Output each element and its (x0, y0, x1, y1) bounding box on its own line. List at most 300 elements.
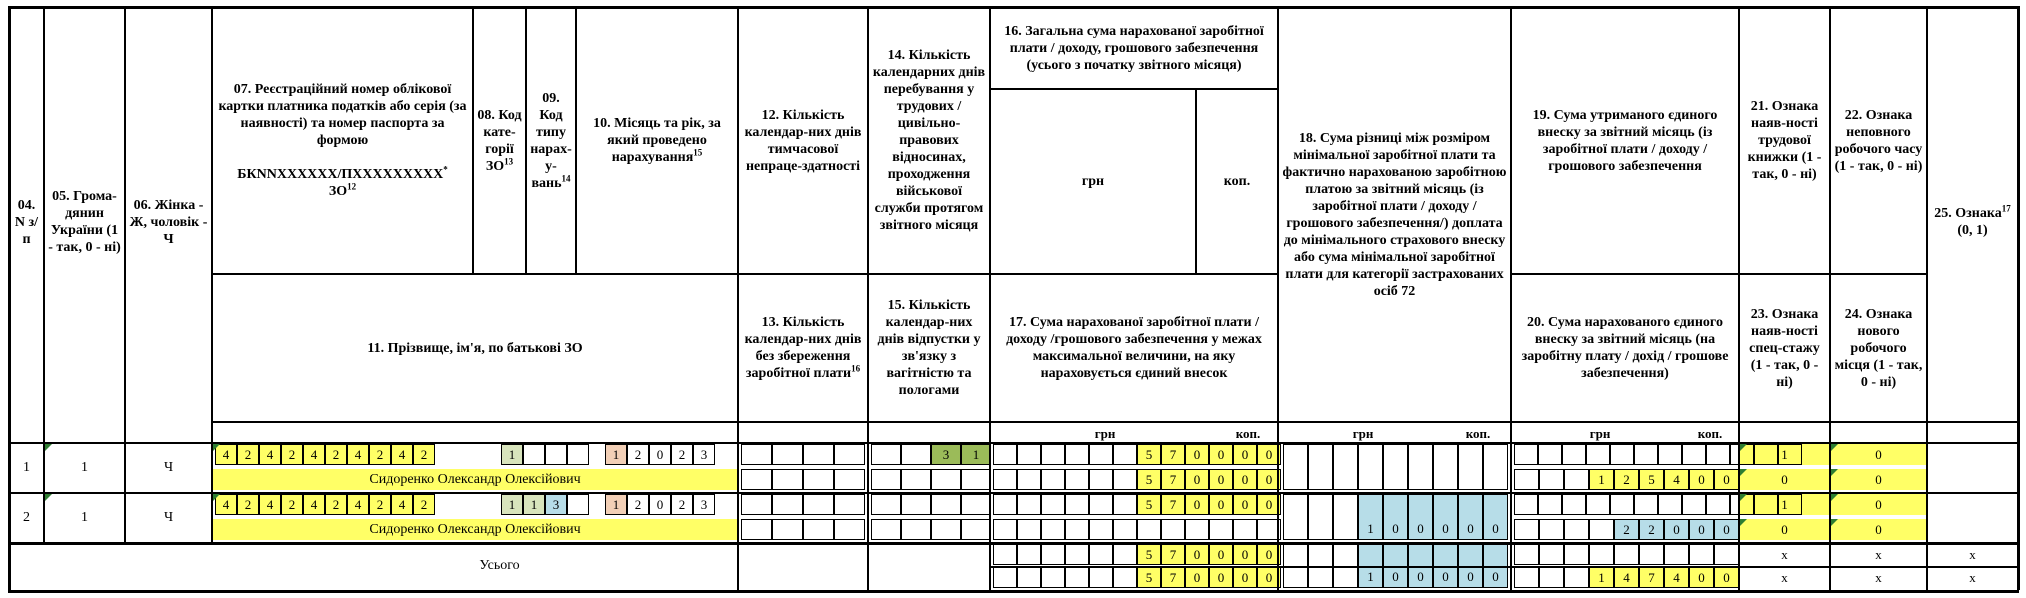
month-year-digit[interactable]: 0 (649, 494, 671, 515)
col-12-header: 12. Кількість календар-них днів тимчасової непраце-здатності (744, 107, 862, 174)
sum16-digit[interactable] (1113, 444, 1137, 465)
col-11-header: 11. Прізвище, ім'я, по батькові ЗО (367, 340, 583, 356)
total-sum19-digit[interactable] (1514, 544, 1539, 565)
total-sum19-digit[interactable] (1714, 544, 1739, 565)
days14-cell[interactable]: 3 (931, 444, 961, 465)
days15-cell[interactable] (931, 469, 961, 490)
row1-special-experience-flag[interactable]: 0 (1781, 471, 1788, 487)
sum16-digit[interactable] (1041, 444, 1065, 465)
total-sum17-digit[interactable]: 7 (1161, 567, 1185, 588)
sum16-digit[interactable]: 0 (1257, 444, 1281, 465)
days12-cell[interactable] (772, 444, 803, 465)
total-sum20-digit[interactable]: 4 (1664, 567, 1689, 588)
sum20-digit[interactable] (1564, 469, 1589, 490)
row2-special-experience-flag[interactable]: 0 (1781, 521, 1788, 537)
comment-marker-icon (1831, 519, 1838, 526)
col-16-kop-header: коп. (1223, 174, 1251, 189)
sum19-digit[interactable] (1658, 494, 1682, 515)
sum17-digit[interactable] (1017, 519, 1041, 540)
sum16-digit[interactable] (1041, 494, 1065, 515)
taxid-digit[interactable]: 4 (215, 444, 237, 465)
days15-cell[interactable] (871, 469, 901, 490)
sum20-digit[interactable]: 2 (1614, 469, 1639, 490)
total-sum19-digit[interactable] (1614, 544, 1639, 565)
days14-cell[interactable] (961, 494, 991, 515)
days14-cell[interactable] (931, 494, 961, 515)
total-sum17-digit[interactable]: 0 (1257, 567, 1281, 588)
total-sum16-digit[interactable] (1113, 544, 1137, 565)
taxid-digit[interactable]: 4 (215, 494, 237, 515)
sum17-digit[interactable]: 0 (1257, 469, 1281, 490)
total-sum19-digit[interactable] (1689, 544, 1714, 565)
grid-line (472, 6, 474, 273)
sum18-digit[interactable] (1283, 444, 1308, 490)
sum19-digit[interactable] (1538, 444, 1562, 465)
comment-marker-icon (45, 444, 52, 451)
col-08-header: 08. Код кате-горії ЗО$^{13}$ (477, 107, 522, 174)
total-sum20-digit[interactable]: 7 (1639, 567, 1664, 588)
month-year-digit[interactable]: 2 (627, 494, 649, 515)
taxid-digit[interactable]: 4 (303, 494, 325, 515)
days15-cell[interactable] (961, 519, 991, 540)
sum16-digit[interactable]: 5 (1137, 494, 1161, 515)
grid-line (1277, 6, 1279, 590)
taxid-digit[interactable]: 2 (281, 444, 303, 465)
sum19-digit[interactable] (1706, 494, 1730, 515)
row2-fullname[interactable]: Сидоренко Олександр Олексійович (369, 521, 581, 537)
sum16-digit[interactable] (1017, 494, 1041, 515)
sum17-digit[interactable] (1041, 469, 1065, 490)
days13-cell[interactable] (741, 519, 772, 540)
row1-new-workplace-flag[interactable]: 0 (1875, 471, 1882, 487)
month-year-digit[interactable]: 1 (605, 494, 627, 515)
grid-line (989, 88, 1277, 90)
grid-line (43, 6, 45, 544)
total-sum16-digit[interactable]: 7 (1161, 544, 1185, 565)
sum19-digit[interactable] (1610, 494, 1634, 515)
sum19-digit[interactable] (1634, 444, 1658, 465)
sum17-digit[interactable] (1017, 469, 1041, 490)
total-sum20-digit[interactable]: 0 (1689, 567, 1714, 588)
total-sum19-digit[interactable] (1564, 544, 1589, 565)
total-sum16-digit[interactable] (1065, 544, 1089, 565)
sum16-digit[interactable]: 7 (1161, 494, 1185, 515)
grid-line (1510, 6, 1512, 590)
sum17-digit[interactable] (1233, 519, 1257, 540)
sum18-digit[interactable]: 0 (1483, 494, 1508, 540)
total-sum19-digit[interactable] (1639, 544, 1664, 565)
days15-cell[interactable] (931, 519, 961, 540)
sum19-digit[interactable] (1634, 494, 1658, 515)
month-year-digit[interactable]: 3 (693, 494, 715, 515)
accrual-type-digit[interactable] (523, 444, 545, 465)
sum20-digit[interactable]: 0 (1714, 519, 1739, 540)
total-sum16-digit[interactable] (1089, 544, 1113, 565)
sum18-digit[interactable] (1433, 444, 1458, 490)
sum16-digit[interactable]: 5 (1137, 444, 1161, 465)
total-sum16-digit[interactable]: 0 (1257, 544, 1281, 565)
sum16-digit[interactable]: 0 (1209, 494, 1233, 515)
comment-marker-icon (213, 444, 220, 451)
sum19-digit[interactable] (1562, 494, 1586, 515)
col-16-header: 16. Загальна сума нарахованої заробітної плати / доходу, грошового забезпечення (усього з початку звітного місяця) (1004, 23, 1264, 73)
col-04-header: 04. N з/п (14, 197, 39, 247)
sum18-digit[interactable]: 1 (1358, 494, 1383, 540)
days12-cell[interactable] (803, 494, 834, 515)
sum17-digit[interactable] (1041, 519, 1065, 540)
row2-number: 2 (23, 510, 30, 525)
days13-cell[interactable] (803, 469, 834, 490)
sum16-digit[interactable]: 0 (1209, 444, 1233, 465)
grid-line (737, 6, 739, 590)
sum17-digit[interactable]: 5 (1137, 469, 1161, 490)
row1-citizen[interactable]: 1 (81, 460, 88, 475)
taxid-digit[interactable]: 2 (369, 494, 391, 515)
row2-new-workplace-flag[interactable]: 0 (1875, 521, 1882, 537)
total-mark-23: x (1781, 569, 1788, 585)
sum20-digit[interactable] (1589, 519, 1614, 540)
days13-cell[interactable] (803, 519, 834, 540)
sum17-digit[interactable] (1089, 519, 1113, 540)
row2-citizen[interactable]: 1 (81, 510, 88, 525)
sum20-digit[interactable]: 0 (1714, 469, 1739, 490)
row2-work-book-flag[interactable]: 1 (1781, 496, 1788, 512)
sum16-digit[interactable] (1089, 494, 1113, 515)
sum20-digit[interactable] (1539, 519, 1564, 540)
accrual-type-digit[interactable] (545, 444, 567, 465)
sum17-digit[interactable]: 0 (1209, 469, 1233, 490)
sum18-digit[interactable]: 0 (1383, 494, 1408, 540)
taxid-digit[interactable]: 2 (413, 494, 435, 515)
total-sum16-digit[interactable]: 0 (1209, 544, 1233, 565)
sum20-digit[interactable]: 5 (1639, 469, 1664, 490)
total-sum20-digit[interactable] (1539, 567, 1564, 588)
total-sum17-digit[interactable] (1041, 567, 1065, 588)
grid-line (211, 273, 1277, 275)
total-sum18-digit[interactable]: 1 (1358, 544, 1383, 588)
sum17-digit[interactable] (1209, 519, 1233, 540)
month-year-digit[interactable]: 2 (627, 444, 649, 465)
row1-work-book-flag[interactable]: 1 (1781, 446, 1788, 462)
taxid-digit[interactable]: 2 (325, 444, 347, 465)
col-22-header: 22. Ознака неповного робочого часу (1 - так, 0 - ні) (1834, 107, 1923, 174)
taxid-digit[interactable]: 4 (347, 444, 369, 465)
sum18-digit[interactable] (1333, 494, 1358, 540)
total-sum19-digit[interactable] (1589, 544, 1614, 565)
sum19-digit[interactable] (1538, 494, 1562, 515)
r-kop-17: коп. (1235, 426, 1261, 441)
sum19-digit[interactable] (1658, 444, 1682, 465)
col-16-uah-header: грн (1081, 174, 1105, 189)
col-15-header: 15. Кількість календар-них днів відпустки у зв'язку з вагітністю та пологами (877, 298, 981, 398)
sum16-digit[interactable] (1017, 444, 1041, 465)
month-year-digit[interactable]: 0 (649, 444, 671, 465)
sum18-digit[interactable]: 0 (1458, 494, 1483, 540)
grid-line (211, 6, 213, 544)
month-year-digit[interactable]: 1 (605, 444, 627, 465)
sum18-digit[interactable] (1308, 444, 1333, 490)
grid-line (1195, 88, 1197, 273)
grid-line (867, 6, 869, 590)
comment-marker-icon (1831, 469, 1838, 476)
sum17-digit[interactable] (1113, 469, 1137, 490)
total-sum17-digit[interactable] (1113, 567, 1137, 588)
col-09-header: 09. Код типу нарах-у-вань$^{14}$ (530, 90, 572, 191)
sum20-digit[interactable] (1514, 519, 1539, 540)
sum17-digit[interactable] (1161, 519, 1185, 540)
r-uah-20: грн (1589, 426, 1611, 441)
sum20-digit[interactable]: 2 (1614, 519, 1639, 540)
total-mark-24: x (1875, 569, 1882, 585)
accrual-type-digit[interactable] (567, 494, 589, 515)
sum19-digit[interactable] (1754, 494, 1778, 515)
grid-line (1926, 6, 1928, 590)
total-sum16-digit[interactable]: 0 (1233, 544, 1257, 565)
sum17-digit[interactable] (1137, 519, 1161, 540)
comment-marker-icon (1740, 444, 1747, 451)
total-sum17-digit[interactable] (1017, 567, 1041, 588)
row1-fullname[interactable]: Сидоренко Олександр Олексійович (369, 471, 581, 487)
days13-cell[interactable] (741, 469, 772, 490)
taxid-digit[interactable]: 2 (237, 444, 259, 465)
taxid-digit[interactable]: 2 (325, 494, 347, 515)
sum16-digit[interactable] (1113, 494, 1137, 515)
sum20-digit[interactable]: 0 (1689, 519, 1714, 540)
taxid-digit[interactable]: 4 (347, 494, 369, 515)
sum16-digit[interactable]: 0 (1257, 494, 1281, 515)
sum20-digit[interactable]: 4 (1664, 469, 1689, 490)
col-20-header: 20. Сума нарахованого єдиного внеску за звітний місяць (на заробітну плату / дохід / грошове забезпечення) (1521, 315, 1729, 381)
total-mark-22: x (1875, 546, 1882, 562)
days12-cell[interactable] (834, 444, 865, 465)
sum19-digit[interactable] (1778, 444, 1802, 465)
taxid-digit[interactable]: 2 (281, 494, 303, 515)
days12-cell[interactable] (803, 444, 834, 465)
col-21-header: 21. Ознака наяв-ності трудової книжки (1 - так, 0 - ні) (1747, 99, 1822, 182)
col-24-header: 24. Ознака нового робочого місця (1 - так, 0 - ні) (1834, 306, 1923, 390)
total-mark-25b: x (1969, 569, 1976, 585)
total-sum17-digit[interactable]: 0 (1185, 567, 1209, 588)
accrual-type-digit[interactable]: 3 (545, 494, 567, 515)
days14-cell[interactable] (901, 494, 931, 515)
sum19-digit[interactable] (1586, 494, 1610, 515)
sum19-digit[interactable] (1610, 444, 1634, 465)
total-sum16-digit[interactable]: 0 (1185, 544, 1209, 565)
sum16-digit[interactable] (993, 444, 1017, 465)
sum20-digit[interactable]: 1 (1589, 469, 1614, 490)
row1-part-time-flag[interactable]: 0 (1875, 446, 1882, 462)
sum17-digit[interactable]: 0 (1233, 469, 1257, 490)
total-mark-21: x (1781, 546, 1788, 562)
taxid-digit[interactable]: 4 (303, 444, 325, 465)
sum16-digit[interactable]: 0 (1185, 444, 1209, 465)
days15-cell[interactable] (871, 519, 901, 540)
r-uah-17: грн (1094, 426, 1116, 441)
total-sum17-digit[interactable] (993, 567, 1017, 588)
total-sum20-digit[interactable] (1564, 567, 1589, 588)
sum19-digit[interactable] (1562, 444, 1586, 465)
days12-cell[interactable] (741, 494, 772, 515)
sum19-digit[interactable] (1682, 494, 1706, 515)
days14-cell[interactable] (901, 444, 931, 465)
month-year-digit[interactable]: 3 (693, 444, 715, 465)
col-07-header: 07. Реєстраційний номер облікової картки платника податків або серія (за наявності) та номер паспорта за формою БКNNXXXXXX/ПXXXXXXXXX* ЗО$^{12}$ (218, 82, 467, 199)
sum17-digit[interactable] (1065, 519, 1089, 540)
taxid-digit[interactable]: 2 (237, 494, 259, 515)
grid-line (1738, 6, 1740, 590)
days15-cell[interactable] (901, 469, 931, 490)
taxid-digit[interactable]: 4 (391, 444, 413, 465)
taxid-digit[interactable]: 2 (369, 444, 391, 465)
total-sum18-digit[interactable]: 0 (1433, 544, 1458, 588)
sum18-digit[interactable] (1483, 444, 1508, 490)
sum20-digit[interactable]: 0 (1664, 519, 1689, 540)
total-sum16-digit[interactable]: 5 (1137, 544, 1161, 565)
total-sum16-digit[interactable] (993, 544, 1017, 565)
sum17-digit[interactable] (1113, 519, 1137, 540)
sum18-digit[interactable] (1308, 494, 1333, 540)
sum17-digit[interactable] (1089, 469, 1113, 490)
days14-cell[interactable] (871, 494, 901, 515)
month-year-digit[interactable]: 2 (671, 444, 693, 465)
grid-line (8, 442, 2019, 444)
days12-cell[interactable] (741, 444, 772, 465)
sum18-digit[interactable] (1408, 444, 1433, 490)
total-sum20-digit[interactable] (1514, 567, 1539, 588)
col-14-header: 14. Кількість календарних днів перебування у трудових / цивільно-правових відносинах, проходження військової служби протягом звітного місяця (872, 48, 986, 233)
row2-gender[interactable]: Ч (163, 510, 174, 525)
sum20-digit[interactable] (1564, 519, 1589, 540)
row1-gender[interactable]: Ч (163, 460, 174, 475)
grid-line (989, 6, 991, 590)
col-23-header: 23. Ознака наяв-ності спец-стажу (1 - так, 0 - ні) (1749, 306, 1820, 390)
total-sum17-digit[interactable]: 0 (1209, 567, 1233, 588)
taxid-digit[interactable]: 4 (391, 494, 413, 515)
total-sum18-digit[interactable]: 0 (1483, 544, 1508, 588)
sum18-digit[interactable] (1383, 444, 1408, 490)
sum19-digit[interactable] (1682, 444, 1706, 465)
sum20-digit[interactable] (1539, 469, 1564, 490)
sum16-digit[interactable] (1065, 444, 1089, 465)
sum16-digit[interactable]: 7 (1161, 444, 1185, 465)
taxid-digit[interactable]: 4 (259, 494, 281, 515)
sum20-digit[interactable]: 2 (1639, 519, 1664, 540)
total-sum18-digit[interactable]: 0 (1383, 544, 1408, 588)
sum20-digit[interactable] (1514, 469, 1539, 490)
grid-line (8, 542, 2019, 545)
sum19-digit[interactable] (1706, 444, 1730, 465)
days13-cell[interactable] (772, 519, 803, 540)
sum17-digit[interactable] (1065, 469, 1089, 490)
accrual-type-digit[interactable]: 1 (523, 494, 545, 515)
month-year-digit[interactable]: 2 (671, 494, 693, 515)
total-sum18-digit[interactable]: 0 (1458, 544, 1483, 588)
days15-cell[interactable] (961, 469, 991, 490)
total-mark-25: x (1969, 546, 1976, 562)
sum16-digit[interactable] (1089, 444, 1113, 465)
sum19-digit[interactable] (1778, 494, 1802, 515)
days13-cell[interactable] (834, 469, 865, 490)
sum18-digit[interactable]: 0 (1408, 494, 1433, 540)
sum17-digit[interactable]: 7 (1161, 469, 1185, 490)
comment-marker-icon (1740, 469, 1747, 476)
row1-number: 1 (23, 460, 30, 475)
sum18-digit[interactable] (1458, 444, 1483, 490)
comment-marker-icon (1740, 519, 1747, 526)
row2-part-time-flag[interactable]: 0 (1875, 496, 1882, 512)
sum16-digit[interactable]: 0 (1233, 494, 1257, 515)
comment-marker-icon (213, 494, 220, 501)
sum17-digit[interactable] (1185, 519, 1209, 540)
col-18-header: 18. Сума різниці між розміром мінімальної заробітної плати та фактично нарахованою заробітною платою за звітний місяць (із заробітної плати / доходу / грошового забезпечення/) доплата до мінімального страхового внеску або сума мінімальної заробітної плати для категорії застрахованих осіб 72 (1282, 130, 1507, 299)
total-sum19-digit[interactable] (1539, 544, 1564, 565)
sum16-digit[interactable] (1065, 494, 1089, 515)
sum16-digit[interactable]: 0 (1185, 494, 1209, 515)
total-sum20-digit[interactable]: 0 (1714, 567, 1739, 588)
r-uah-18: грн (1352, 426, 1374, 441)
sum19-digit[interactable] (1586, 444, 1610, 465)
sum19-digit[interactable] (1754, 444, 1778, 465)
days14-cell[interactable] (871, 444, 901, 465)
days12-cell[interactable] (834, 494, 865, 515)
sum18-digit[interactable] (1283, 494, 1308, 540)
total-label: Усього (479, 558, 520, 573)
total-sum19-digit[interactable] (1664, 544, 1689, 565)
days15-cell[interactable] (901, 519, 931, 540)
category-code[interactable]: 1 (501, 494, 523, 515)
grid-line (8, 6, 2019, 9)
accrual-type-digit[interactable] (567, 444, 589, 465)
days14-cell[interactable]: 1 (961, 444, 991, 465)
total-sum17-digit[interactable] (1065, 567, 1089, 588)
sum18-digit[interactable]: 0 (1433, 494, 1458, 540)
r-kop-20: коп. (1697, 426, 1723, 441)
total-sum17-digit[interactable] (1089, 567, 1113, 588)
sum19-digit[interactable] (1514, 494, 1538, 515)
total-sum20-digit[interactable]: 1 (1589, 567, 1614, 588)
taxid-digit[interactable]: 4 (259, 444, 281, 465)
grid-line (1510, 273, 1926, 275)
sum18-digit[interactable] (1333, 444, 1358, 490)
sum16-digit[interactable]: 0 (1233, 444, 1257, 465)
days13-cell[interactable] (834, 519, 865, 540)
sum17-digit[interactable]: 0 (1185, 469, 1209, 490)
total-sum17-digit[interactable]: 5 (1137, 567, 1161, 588)
sum19-digit[interactable] (1514, 444, 1538, 465)
taxid-digit[interactable]: 2 (413, 444, 435, 465)
sum20-digit[interactable]: 0 (1689, 469, 1714, 490)
grid-line (575, 6, 577, 273)
sum17-digit[interactable] (993, 519, 1017, 540)
sum16-digit[interactable] (993, 494, 1017, 515)
sum18-digit[interactable] (1358, 444, 1383, 490)
total-sum18-digit[interactable]: 0 (1408, 544, 1433, 588)
total-sum17-digit[interactable]: 0 (1233, 567, 1257, 588)
total-sum16-digit[interactable] (1041, 544, 1065, 565)
comment-marker-icon (1740, 494, 1747, 501)
category-code[interactable]: 1 (501, 444, 523, 465)
sum17-digit[interactable] (993, 469, 1017, 490)
col-25-header: 25. Ознака$^{17}$ (0, 1) (1934, 203, 2011, 238)
days12-cell[interactable] (772, 494, 803, 515)
comment-marker-icon (1831, 444, 1838, 451)
grid-line (525, 6, 527, 273)
total-sum20-digit[interactable]: 4 (1614, 567, 1639, 588)
col-19-header: 19. Сума утриманого єдиного внеску за звітний місяць (із заробітної плати / доходу / грошового забезпечення (1532, 107, 1718, 174)
col-05-header: 05. Грома-дянин України (1 - так, 0 - ні) (48, 189, 121, 255)
days13-cell[interactable] (772, 469, 803, 490)
total-sum16-digit[interactable] (1017, 544, 1041, 565)
